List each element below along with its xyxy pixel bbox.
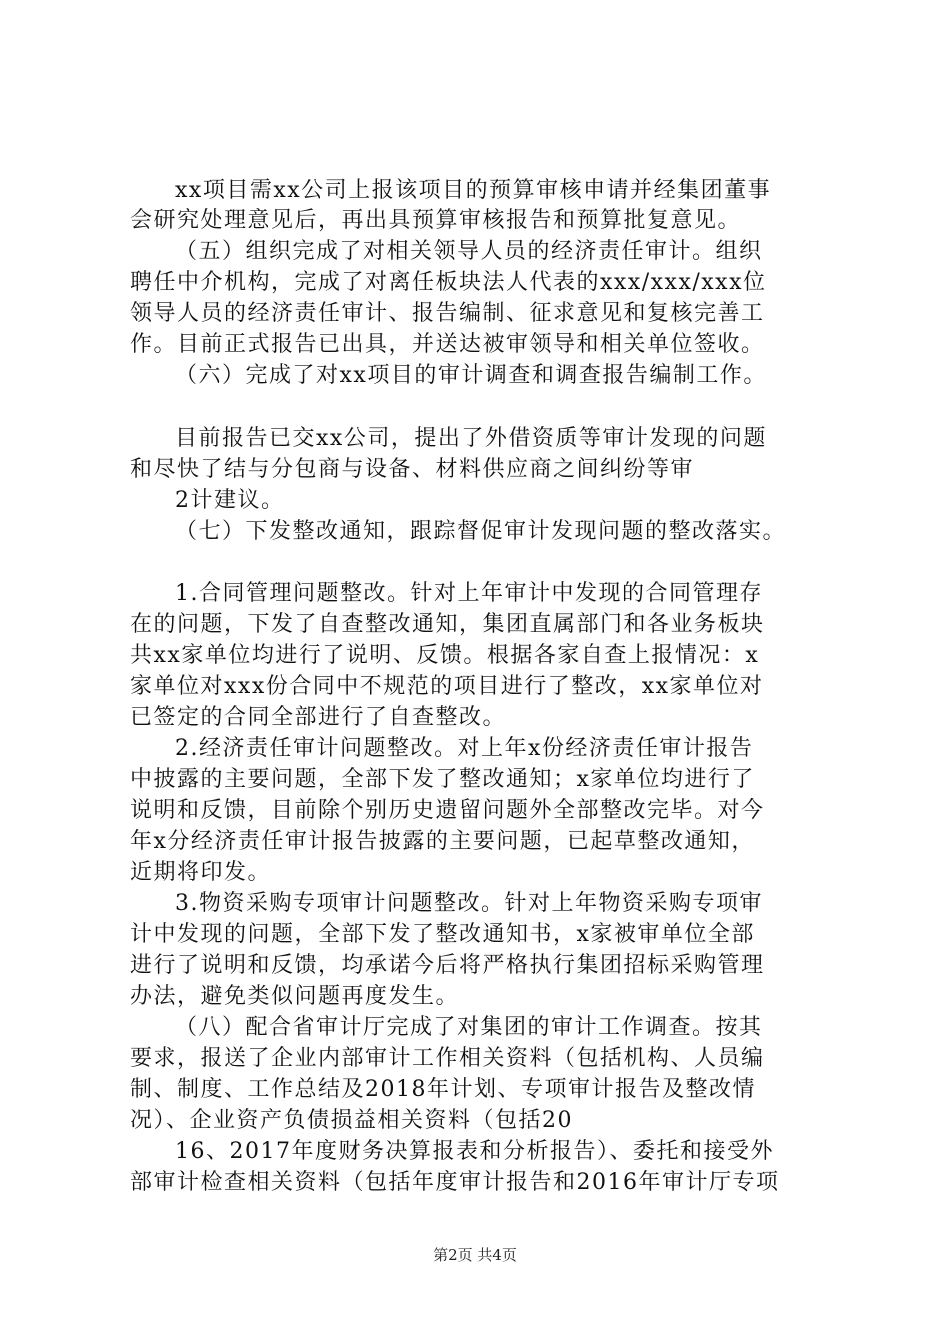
text-line: 进行了说明和反馈，均承诺今后将严格执行集团招标采购管理 (130, 953, 765, 978)
text-line: 2计建议。 (175, 488, 285, 513)
text-line: 在的问题，下发了自查整改通知，集团直属部门和各业务板块 (130, 612, 765, 637)
text-line: 和尽快了结与分包商与设备、材料供应商之间纠纷等审 (130, 457, 695, 482)
text-line: 会研究处理意见后，再出具预算审核报告和预算批复意见。 (130, 208, 742, 233)
text-line: （五）组织完成了对相关领导人员的经济责任审计。组织 (175, 239, 763, 264)
text-line: 作。目前正式报告已出具，并送达被审领导和相关单位签收。 (130, 332, 765, 357)
text-line: 2.经济责任审计问题整改。对上年x份经济责任审计报告 (175, 736, 754, 761)
text-line: 领导人员的经济责任审计、报告编制、征求意见和复核完善工 (130, 301, 765, 326)
text-line: （八）配合省审计厅完成了对集团的审计工作调查。按其 (175, 1015, 763, 1040)
text-line: 年x分经济责任审计报告披露的主要问题，已起草整改通知， (130, 829, 755, 854)
text-line: 近期将印发。 (130, 860, 272, 885)
text-line: 要求，报送了企业内部审计工作相关资料（包括机构、人员编 (130, 1046, 765, 1071)
text-line: 说明和反馈，目前除个别历史遗留问题外全部整改完毕。对今 (130, 798, 765, 823)
text-line: 1.合同管理问题整改。针对上年审计中发现的合同管理存 (175, 581, 763, 606)
text-line: xx项目需xx公司上报该项目的预算审核申请并经集团董事 (175, 178, 772, 203)
text-line: （六）完成了对xx项目的审计调查和调查报告编制工作。 (175, 363, 767, 388)
text-line: 16、2017年度财务决算报表和分析报告）、委托和接受外 (175, 1139, 774, 1164)
text-line: 中披露的主要问题，全部下发了整改通知；x家单位均进行了 (130, 767, 755, 792)
text-line: 家单位对xxx份合同中不规范的项目进行了整改，xx家单位对 (130, 674, 764, 699)
text-line: 共xx家单位均进行了说明、反馈。根据各家自查上报情况：x (130, 643, 760, 668)
text-line: （七）下发整改通知，跟踪督促审计发现问题的整改落实。 (175, 519, 787, 544)
page-number-footer: 第2页 共4页 (433, 1246, 517, 1264)
text-line: 况）、企业资产负债损益相关资料（包括20 (130, 1108, 573, 1133)
text-line: 3.物资采购专项审计问题整改。针对上年物资采购专项审 (175, 891, 763, 916)
text-line: 目前报告已交xx公司，提出了外借资质等审计发现的问题 (175, 426, 767, 451)
text-line: 已签定的合同全部进行了自查整改。 (130, 705, 507, 730)
text-line: 办法，避免类似问题再度发生。 (130, 984, 460, 1009)
text-line: 聘任中介机构，完成了对离任板块法人代表的xxx/xxx/xxx位 (130, 270, 767, 295)
text-line: 部审计检查相关资料（包括年度审计报告和2016年审计厅专项 (130, 1170, 780, 1195)
text-line: 计中发现的问题，全部下发了整改通知书，x家被审单位全部 (130, 922, 755, 947)
text-line: 制、制度、工作总结及2018年计划、专项审计报告及整改情 (130, 1077, 756, 1102)
